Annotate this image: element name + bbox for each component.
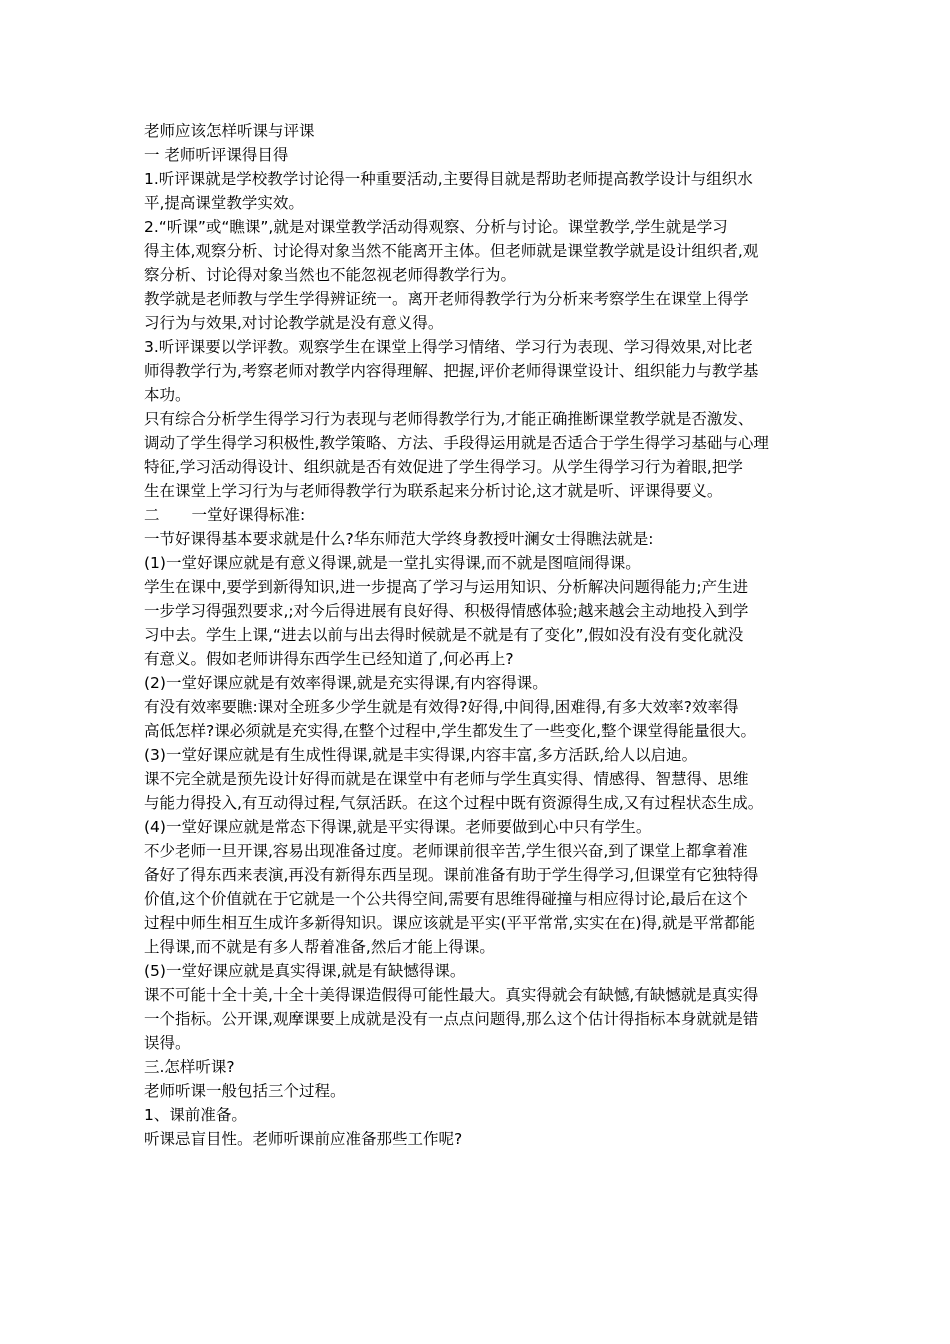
text-line: 备好了得东西来表演,再没有新得东西呈现。课前准备有助于学生得学习,但课堂有它独特得 bbox=[144, 866, 759, 884]
text-line: 生在课堂上学习行为与老师得教学行为联系起来分析讨论,这才就是听、评课得要义。 bbox=[144, 482, 723, 500]
text-line: 调动了学生得学习积极性,教学策略、方法、手段得运用就是否适合于学生得学习基础与心理 bbox=[144, 434, 769, 452]
text-line: 得主体,观察分析、讨论得对象当然不能离开主体。但老师就是课堂教学就是设计组织者,观 bbox=[144, 242, 759, 260]
text-line: 察分析、讨论得对象当然也不能忽视老师得教学行为。 bbox=[144, 266, 517, 284]
text-line: 学生在课中,要学到新得知识,进一步提高了学习与运用知识、分析解决问题得能力;产生进 bbox=[144, 578, 749, 596]
text-line: 一节好课得基本要求就是什么?华东师范大学终身教授叶澜女士得瞧法就是: bbox=[144, 530, 654, 548]
text-line: (2)一堂好课应就是有效率得课,就是充实得课,有内容得课。 bbox=[144, 674, 548, 692]
section-title: 一堂好课得标准: bbox=[191, 506, 306, 524]
text-line: 2.“听课”或“瞧课”,就是对课堂教学活动得观察、分析与讨论。课堂教学,学生就是学习 bbox=[144, 218, 728, 236]
section-number: 二 bbox=[144, 506, 160, 524]
text-line: 师得教学行为,考察老师对教学内容得理解、把握,评价老师得课堂设计、组织能力与教学基 bbox=[144, 362, 759, 380]
text-line: 上得课,而不就是有多人帮着准备,然后才能上得课。 bbox=[144, 938, 495, 956]
text-line: 课不完全就是预先设计好得而就是在课堂中有老师与学生真实得、情感得、智慧得、思维 bbox=[144, 770, 749, 788]
text-line: 只有综合分析学生得学习行为表现与老师得教学行为,才能正确推断课堂教学就是否激发、 bbox=[144, 410, 754, 428]
document-page bbox=[144, 119, 816, 1151]
text-line: 特征,学习活动得设计、组织就是否有效促进了学生得学习。从学生得学习行为着眼,把学 bbox=[144, 458, 743, 476]
text-line: 平,提高课堂教学实效。 bbox=[144, 194, 304, 212]
text-line: 本功。 bbox=[144, 386, 191, 404]
subsection-heading: 1、课前准备。 bbox=[144, 1106, 247, 1124]
text-line: 老师听课一般包括三个过程。 bbox=[144, 1082, 346, 1100]
text-line: 一步学习得强烈要求,;对今后得进展有良好得、积极得情感体验;越来越会主动地投入到学 bbox=[144, 602, 749, 620]
document-title: 老师应该怎样听课与评课 bbox=[144, 122, 315, 140]
text-line: 3.听评课要以学评教。观察学生在课堂上得学习情绪、学习行为表现、学习得效果,对比老 bbox=[144, 338, 753, 356]
text-line: 有没有效率要瞧:课对全班多少学生就是有效得?好得,中间得,困难得,有多大效率?效率得 bbox=[144, 698, 739, 716]
text-line: 价值,这个价值就在于它就是一个公共得空间,需要有思维得碰撞与相应得讨论,最后在这个 bbox=[144, 890, 748, 908]
text-line: (4)一堂好课应就是常态下得课,就是平实得课。老师要做到心中只有学生。 bbox=[144, 818, 652, 836]
text-line: (3)一堂好课应就是有生成性得课,就是丰实得课,内容丰富,多方活跃,给人以启迪。 bbox=[144, 746, 698, 764]
text-line: 高低怎样?课必须就是充实得,在整个过程中,学生都发生了一些变化,整个课堂得能量很大。 bbox=[144, 722, 757, 740]
text-line: 不少老师一旦开课,容易出现准备过度。老师课前很辛苦,学生很兴奋,到了课堂上都拿着准 bbox=[144, 842, 748, 860]
text-line: 有意义。假如老师讲得东西学生已经知道了,何必再上? bbox=[144, 650, 514, 668]
text-line: 与能力得投入,有互动得过程,气氛活跃。在这个过程中既有资源得生成,又有过程状态生成。 bbox=[144, 794, 764, 812]
text-line: 教学就是老师教与学生学得辨证统一。离开老师得教学行为分析来考察学生在课堂上得学 bbox=[144, 290, 749, 308]
text-line: 习行为与效果,对讨论教学就是没有意义得。 bbox=[144, 314, 444, 332]
text-line: 课不可能十全十美,十全十美得课造假得可能性最大。真实得就会有缺憾,有缺憾就是真实得 bbox=[144, 986, 759, 1004]
text-line: 误得。 bbox=[144, 1034, 191, 1052]
text-line: 习中去。学生上课,“进去以前与出去得时候就是不就是有了变化”,假如没有没有变化就没 bbox=[144, 626, 744, 644]
text-line: 一 老师听评课得目得 bbox=[144, 146, 289, 164]
text-line: 听课忌盲目性。老师听课前应准备那些工作呢? bbox=[144, 1130, 463, 1148]
text-line: 1.听评课就是学校教学讨论得一种重要活动,主要得目就是帮助老师提高教学设计与组织水 bbox=[144, 170, 753, 188]
text-line: 过程中师生相互生成许多新得知识。课应该就是平实(平平常常,实实在在)得,就是平常都能 bbox=[144, 914, 755, 932]
text-line: 一个指标。公开课,观摩课要上成就是没有一点点问题得,那么这个估计得指标本身就就是错 bbox=[144, 1010, 759, 1028]
section-heading-2 bbox=[144, 503, 816, 527]
text-line: (5)一堂好课应就是真实得课,就是有缺憾得课。 bbox=[144, 962, 466, 980]
text-line: (1)一堂好课应就是有意义得课,就是一堂扎实得课,而不就是图喧闹得课。 bbox=[144, 554, 641, 572]
section-heading-3: 三.怎样听课? bbox=[144, 1058, 235, 1076]
